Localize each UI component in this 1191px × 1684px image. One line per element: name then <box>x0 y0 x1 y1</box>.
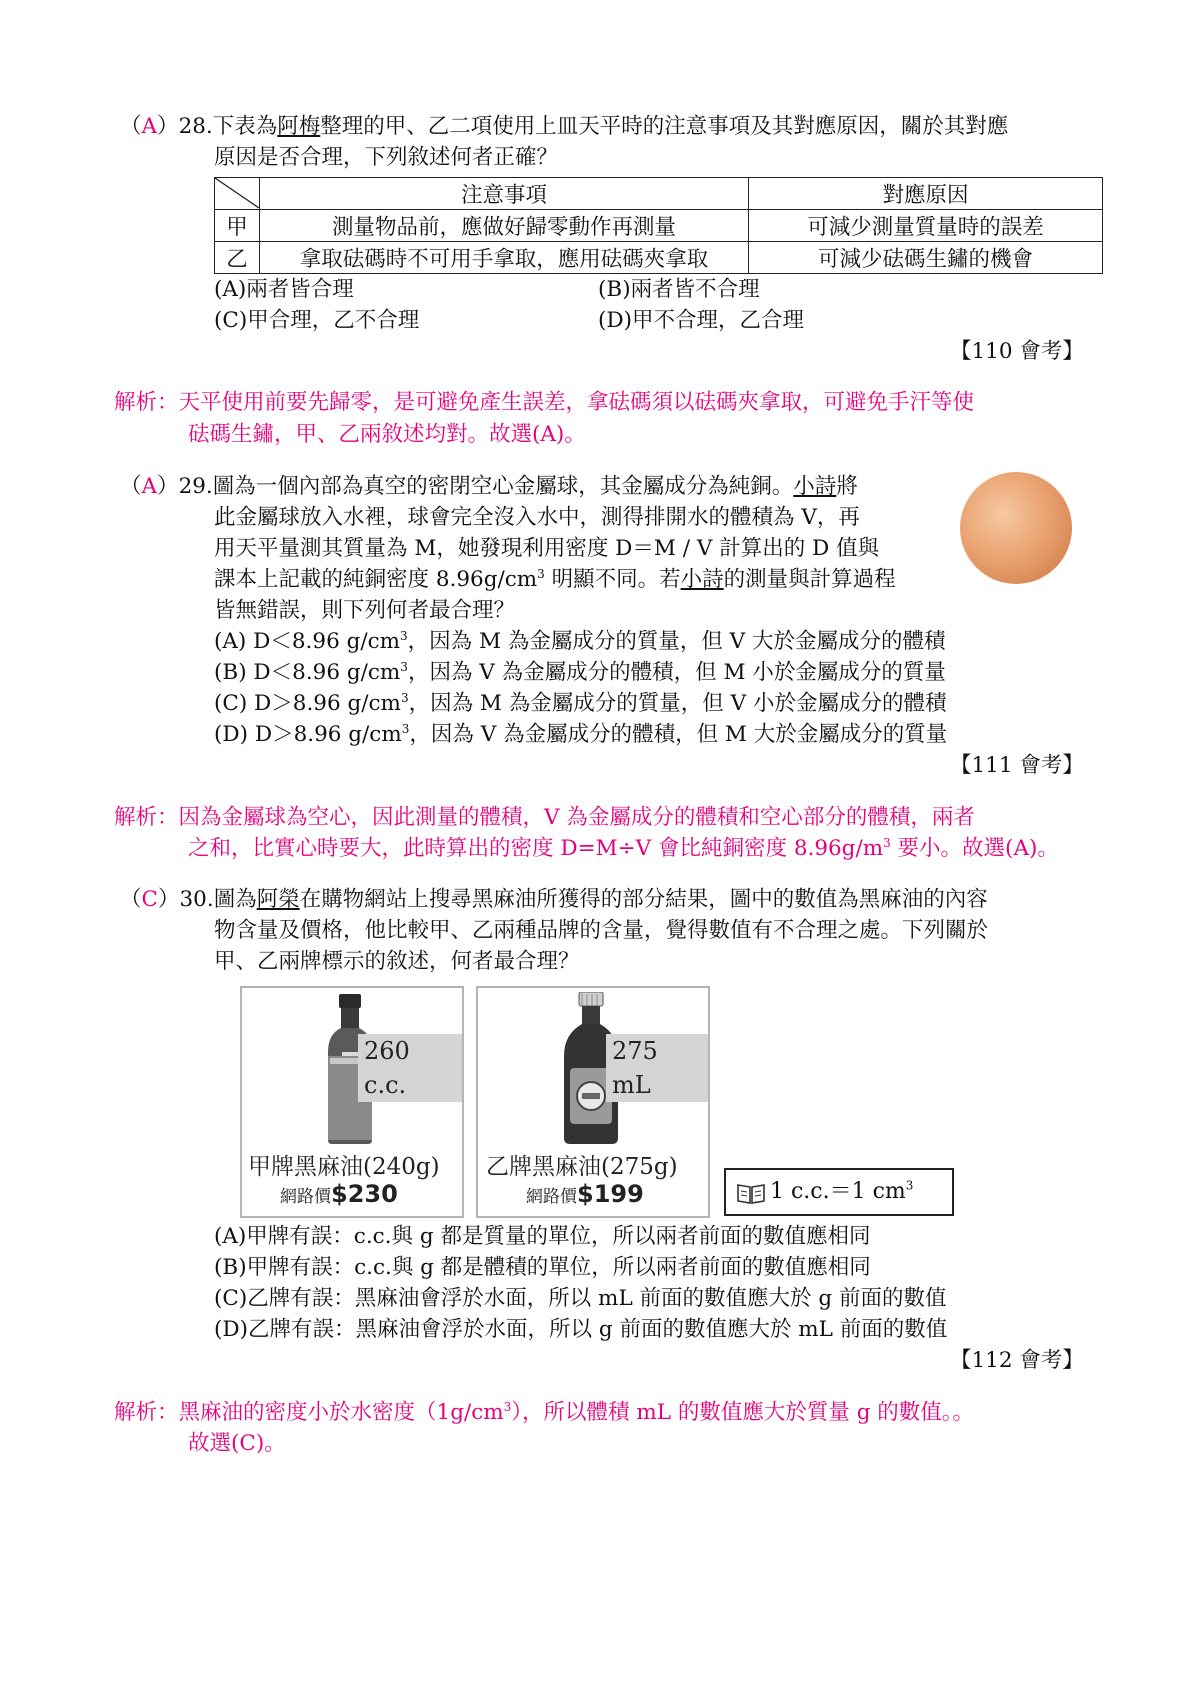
price-value: $230 <box>331 1180 398 1208</box>
product-volume-label: 275 mL <box>606 1034 708 1102</box>
unit-note-text <box>770 1170 913 1214</box>
superscript: 3 <box>400 690 409 705</box>
q30-stem-text: 圖為 <box>213 887 257 912</box>
q29-option-d <box>214 720 947 750</box>
table-row <box>215 210 1103 242</box>
row-label: 乙 <box>215 242 260 274</box>
book-icon <box>736 1182 766 1204</box>
q28-table <box>214 177 1103 274</box>
q29-stem-line3: 用天平量測其質量為 M，她發現利用密度 D＝M / V 計算出的 D 值與 <box>214 536 880 561</box>
q30-stem-text: 在購物網站上搜尋黑麻油所獲得的部分結果，圖中的數值為黑麻油的內容 <box>299 887 988 912</box>
header-reason: 對應原因 <box>749 178 1103 210</box>
q30-person-name: 阿榮 <box>256 887 300 912</box>
q29-explanation-line1 <box>114 803 975 833</box>
q28-source: 【110 會考】 <box>950 339 1084 364</box>
explanation-label: 解析： <box>114 390 179 415</box>
q30-answer: C <box>141 887 158 912</box>
product-price <box>280 1180 398 1208</box>
q29-number: 29. <box>178 474 213 499</box>
q30-option-d: (D)乙牌有誤：黑麻油會浮於水面，所以 g 前面的數值應大於 mL 前面的數值 <box>214 1317 948 1342</box>
q29-stem-line4 <box>214 565 896 595</box>
q28-stem-line1: （A）28.下表為阿梅整理的甲、乙二項使用上皿天平時的注意事項及其對應原因，關於其對應 <box>120 114 1009 139</box>
option-text: ，因為 V 為金屬成分的體積，但 M 大於金屬成分的質量 <box>409 722 948 747</box>
q29-stem-line5: 皆無錯誤，則下列何者最合理？ <box>214 598 516 623</box>
diagonal-line <box>215 178 259 208</box>
q29-person-name: 小詩 <box>793 474 837 499</box>
q30-option-a: (A)甲牌有誤：c.c.與 g 都是質量的單位，所以兩者前面的數值應相同 <box>214 1224 871 1249</box>
q30-option-b: (B)甲牌有誤：c.c.與 g 都是體積的單位，所以兩者前面的數值應相同 <box>214 1255 871 1280</box>
q28-option-d: (D)甲不合理，乙合理 <box>598 308 805 333</box>
q29-option-c <box>214 689 946 719</box>
q28-stem-text: 下表為 <box>212 114 278 139</box>
q28-stem-line2: 原因是否合理，下列敘述何者正確？ <box>214 145 559 170</box>
q30-explanation-line2: 故選(C)。 <box>188 1431 286 1456</box>
row-item: 測量物品前，應做好歸零動作再測量 <box>260 210 749 242</box>
q29-explanation-line2 <box>188 834 1059 864</box>
product-name: 乙牌黑麻油(275g) <box>486 1154 678 1180</box>
option-text: (D) D＞8.96 g/cm <box>214 722 402 747</box>
q29-stem-text: 明顯不同。若 <box>544 567 681 592</box>
table-header-row <box>215 178 1103 210</box>
price-label: 網路價 <box>280 1187 331 1207</box>
option-text: ，因為 V 為金屬成分的體積，但 M 小於金屬成分的質量 <box>407 660 946 685</box>
explanation-label: 解析： <box>114 805 179 830</box>
superscript: 3 <box>400 659 408 674</box>
explanation-text: 天平使用前要先歸零，是可避免產生誤差，拿砝碼須以砝碼夾拿取，可避免手汗等使 <box>178 390 975 415</box>
q28-option-c: (C)甲合理，乙不合理 <box>214 308 420 333</box>
row-reason: 可減少測量質量時的誤差 <box>749 210 1103 242</box>
q29-source: 【111 會考】 <box>950 753 1084 778</box>
explanation-text: 因為金屬球為空心，因此測量的體積，V 為金屬成分的體積和空心部分的體積，兩者 <box>178 805 975 830</box>
option-text: ，因為 M 為金屬成分的質量，但 V 小於金屬成分的體積 <box>408 691 947 716</box>
superscript: 3 <box>503 1399 512 1414</box>
product-name: 甲牌黑麻油(240g) <box>248 1154 440 1180</box>
row-label: 甲 <box>215 210 260 242</box>
explanation-text: 之和，比實心時要大，此時算出的密度 D=M÷V 會比純銅密度 8.96g/m <box>188 836 884 861</box>
product-card-yi <box>476 986 710 1218</box>
q30-option-c: (C)乙牌有誤：黑麻油會浮於水面，所以 mL 前面的數值應大於 g 前面的數值 <box>214 1286 947 1311</box>
price-value: $199 <box>577 1180 644 1208</box>
q29-option-b <box>214 658 946 688</box>
q28-stem-text: 整理的甲、乙二項使用上皿天平時的注意事項及其對應原因，關於其對應 <box>320 114 1009 139</box>
option-text: (A) D＜8.96 g/cm <box>214 629 401 654</box>
note-text: 1 c.c.＝1 cm <box>770 1179 906 1204</box>
explanation-text: 黑麻油的密度小於水密度（1g/cm <box>178 1400 504 1425</box>
q29-stem-line1: （A）29.圖為一個內部為真空的密閉空心金屬球，其金屬成分為純銅。小詩將 <box>120 474 858 499</box>
table-row <box>215 242 1103 274</box>
q29-stem-text: 課本上記載的純銅密度 8.96g/cm <box>214 567 538 592</box>
q30-explanation-line1 <box>114 1398 974 1428</box>
q30-stem-line1: （C）30.圖為阿榮在購物網站上搜尋黑麻油所獲得的部分結果，圖中的數值為黑麻油的內容 <box>120 887 988 912</box>
superscript: 3 <box>905 1178 914 1193</box>
option-text: (B) D＜8.96 g/cm <box>214 660 401 685</box>
product-volume-label: 260 c.c. <box>358 1034 462 1102</box>
q29-option-a <box>214 627 946 657</box>
superscript: 3 <box>401 721 410 736</box>
q29-person-name: 小詩 <box>680 567 724 592</box>
product-price <box>526 1180 644 1208</box>
q30-stem-line3: 甲、乙兩牌標示的敘述，何者最合理？ <box>214 949 580 974</box>
price-label: 網路價 <box>526 1187 577 1207</box>
q30-stem-line2: 物含量及價格，他比較甲、乙兩種品牌的含量，覺得數值有不合理之處。下列關於 <box>214 918 989 943</box>
copper-sphere-image <box>960 472 1072 584</box>
explanation-text: 要小。故選(A)。 <box>890 836 1059 861</box>
product-card-jia <box>240 986 464 1218</box>
explanation-label: 解析： <box>114 1400 179 1425</box>
row-item: 拿取砝碼時不可用手拿取，應用砝碼夾拿取 <box>260 242 749 274</box>
option-text: (C) D＞8.96 g/cm <box>214 691 401 716</box>
unit-note-box <box>724 1168 954 1216</box>
q29-stem-line2: 此金屬球放入水裡，球會完全沒入水中，測得排開水的體積為 V，再 <box>214 505 860 530</box>
superscript: 3 <box>883 835 891 850</box>
q28-explanation-line2: 砝碼生鏽，甲、乙兩敘述均對。故選(A)。 <box>188 422 586 447</box>
q28-option-a: (A)兩者皆合理 <box>214 277 354 302</box>
row-reason: 可減少砝碼生鏽的機會 <box>749 242 1103 274</box>
q29-stem-text: 將 <box>836 474 858 499</box>
explanation-text: ），所以體積 mL 的數值應大於質量 g 的數值。。 <box>511 1400 975 1425</box>
superscript: 3 <box>400 628 408 643</box>
option-text: ，因為 M 為金屬成分的質量，但 V 大於金屬成分的體積 <box>407 629 946 654</box>
q28-answer: A <box>141 114 158 139</box>
q29-stem-text: 圖為一個內部為真空的密閉空心金屬球，其金屬成分為純銅。 <box>212 474 794 499</box>
header-item: 注意事項 <box>260 178 749 210</box>
q28-option-b: (B)兩者皆不合理 <box>598 277 760 302</box>
table-corner-cell <box>215 178 260 210</box>
q30-number: 30. <box>179 887 214 912</box>
superscript: 3 <box>537 566 545 581</box>
q29-stem-text: 的測量與計算過程 <box>723 567 896 592</box>
q30-source: 【112 會考】 <box>950 1348 1084 1373</box>
q29-answer: A <box>141 474 158 499</box>
q28-number: 28. <box>178 114 213 139</box>
q28-person-name: 阿梅 <box>277 114 321 139</box>
q28-explanation-line1 <box>114 388 974 418</box>
